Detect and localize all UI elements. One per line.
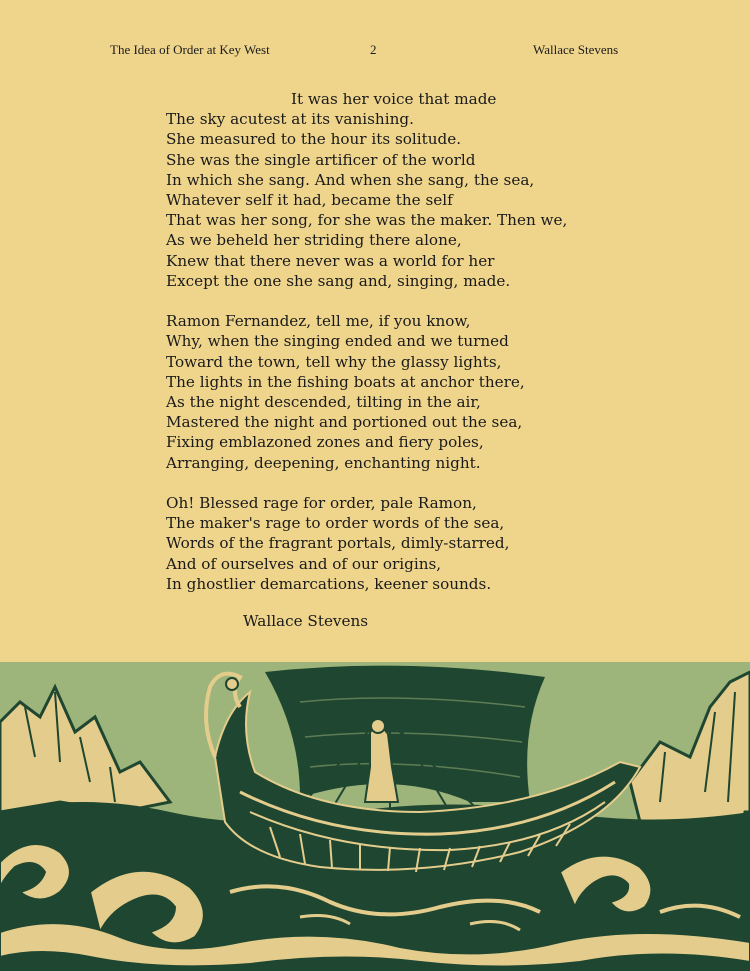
poem-line: She was the single artificer of the world: [166, 150, 476, 169]
poem-line: Whatever self it had, became the self: [166, 191, 453, 210]
page-number: 2: [370, 42, 377, 57]
poem-line: She measured to the hour its solitude.: [166, 130, 462, 149]
poem-line: The maker's rage to order words of the sea,: [166, 514, 505, 533]
poem-line: And of ourselves and of our origins,: [166, 554, 442, 573]
stanza-3: [166, 493, 666, 594]
poem-line: Ramon Fernandez, tell me, if you know,: [166, 312, 471, 331]
poem-line: Knew that there never was a world for her: [166, 251, 495, 270]
poem-line: It was her voice that made: [291, 90, 497, 108]
poem-line: In which she sang. And when she sang, the sea,: [166, 170, 535, 189]
poem-line: Arranging, deepening, enchanting night.: [166, 453, 481, 472]
header-author: Wallace Stevens: [533, 42, 619, 57]
running-header: [0, 42, 750, 62]
poem-body: [166, 89, 666, 614]
header-title: The Idea of Order at Key West: [110, 42, 270, 57]
stanza-2: [166, 311, 666, 473]
poem-line: In ghostlier demarcations, keener sounds.: [166, 574, 492, 593]
poem-line: Fixing emblazoned zones and fiery poles,: [166, 433, 484, 452]
poem-line: Why, when the singing ended and we turned: [166, 332, 509, 351]
poem-line: The sky acutest at its vanishing.: [166, 110, 414, 129]
ship-illustration-icon: [0, 662, 750, 971]
poem-line: That was her song, for she was the maker. Then we,: [166, 211, 568, 230]
poem-line: The lights in the fishing boats at anchor there,: [166, 372, 525, 391]
poem-line: As the night descended, tilting in the air,: [166, 393, 481, 412]
poem-signature: Wallace Stevens: [243, 612, 369, 630]
poem-line: Words of the fragrant portals, dimly-starred,: [166, 534, 510, 553]
poem-line: Oh! Blessed rage for order, pale Ramon,: [166, 494, 477, 513]
stanza-1: [166, 89, 666, 291]
poem-line: As we beheld her striding there alone,: [166, 231, 462, 250]
poem-line: Except the one she sang and, singing, made.: [166, 271, 511, 290]
poem-line: Toward the town, tell why the glassy lights,: [166, 352, 502, 371]
poem-line: Mastered the night and portioned out the sea,: [166, 413, 523, 432]
sailing-ship-illustration: [0, 662, 750, 971]
